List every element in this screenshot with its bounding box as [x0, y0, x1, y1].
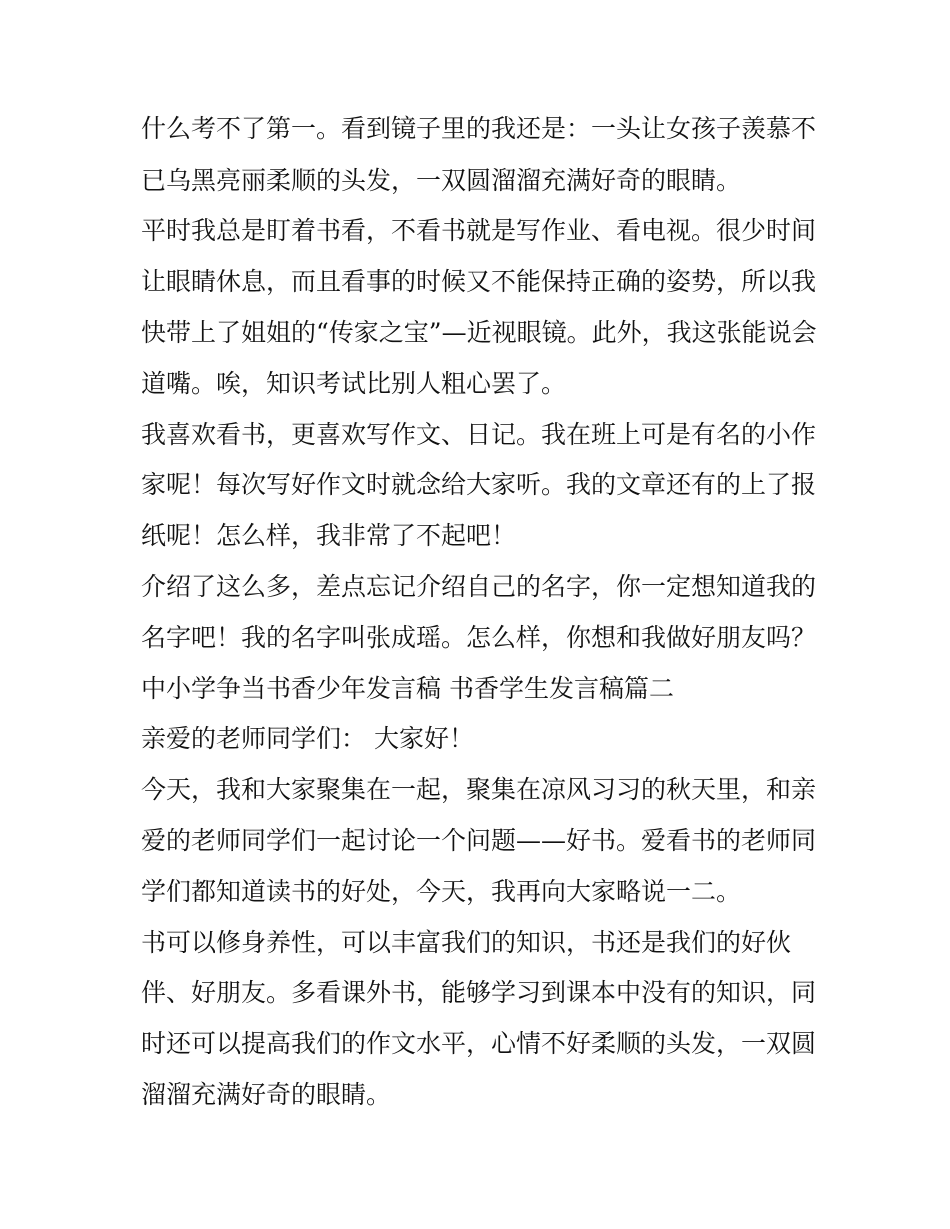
text-line: 时还可以提高我们的作文水平，心情不好柔顺的头发，一双圆 — [141, 1029, 817, 1058]
text-line: 道嘴。唉，知识考试比别人粗心罢了。 — [141, 369, 567, 398]
text-line: 学们都知道读书的好处，今天，我再向大家略说一二。 — [141, 877, 742, 906]
text-line: 今天，我和大家聚集在一起，聚集在凉风习习的秋天里，和亲 — [141, 775, 817, 804]
text-line: 什么考不了第一。看到镜子里的我还是：一头让女孩子羡慕不 — [141, 114, 817, 143]
text-line: 让眼睛休息，而且看事的时候又不能保持正确的姿势，所以我 — [141, 267, 817, 296]
text-line: 伴、好朋友。多看课外书，能够学习到课本中没有的知识，同 — [141, 978, 817, 1007]
text-line: 溜溜充满好奇的眼睛。 — [141, 1080, 392, 1109]
text-line: 快带上了姐姐的“传家之宝”—近视眼镜。此外，我这张能说会 — [141, 318, 817, 347]
text-line: 书可以修身养性，可以丰富我们的知识，书还是我们的好伙 — [141, 928, 792, 957]
text-line: 我喜欢看书，更喜欢写作文、日记。我在班上可是有名的小作 — [141, 420, 817, 449]
section-heading: 中小学争当书香少年发言稿 书香学生发言稿篇二 — [141, 674, 674, 703]
text-line: 名字吧！我的名字叫张成瑶。怎么样，你想和我做好朋友吗？ — [141, 623, 817, 652]
salutation: 亲爱的老师同学们： 大家好！ — [141, 724, 474, 753]
text-line: 介绍了这么多，差点忘记介绍自己的名字，你一定想知道我的 — [141, 572, 817, 601]
text-line: 家呢！每次写好作文时就念给大家听。我的文章还有的上了报 — [141, 470, 817, 499]
text-line: 爱的老师同学们一起讨论一个问题——好书。爱看书的老师同 — [141, 826, 817, 855]
text-line: 平时我总是盯着书看，不看书就是写作业、看电视。很少时间 — [141, 216, 817, 245]
text-line: 已乌黑亮丽柔顺的头发，一双圆溜溜充满好奇的眼睛。 — [141, 166, 742, 195]
text-line: 纸呢！怎么样，我非常了不起吧！ — [141, 521, 517, 550]
